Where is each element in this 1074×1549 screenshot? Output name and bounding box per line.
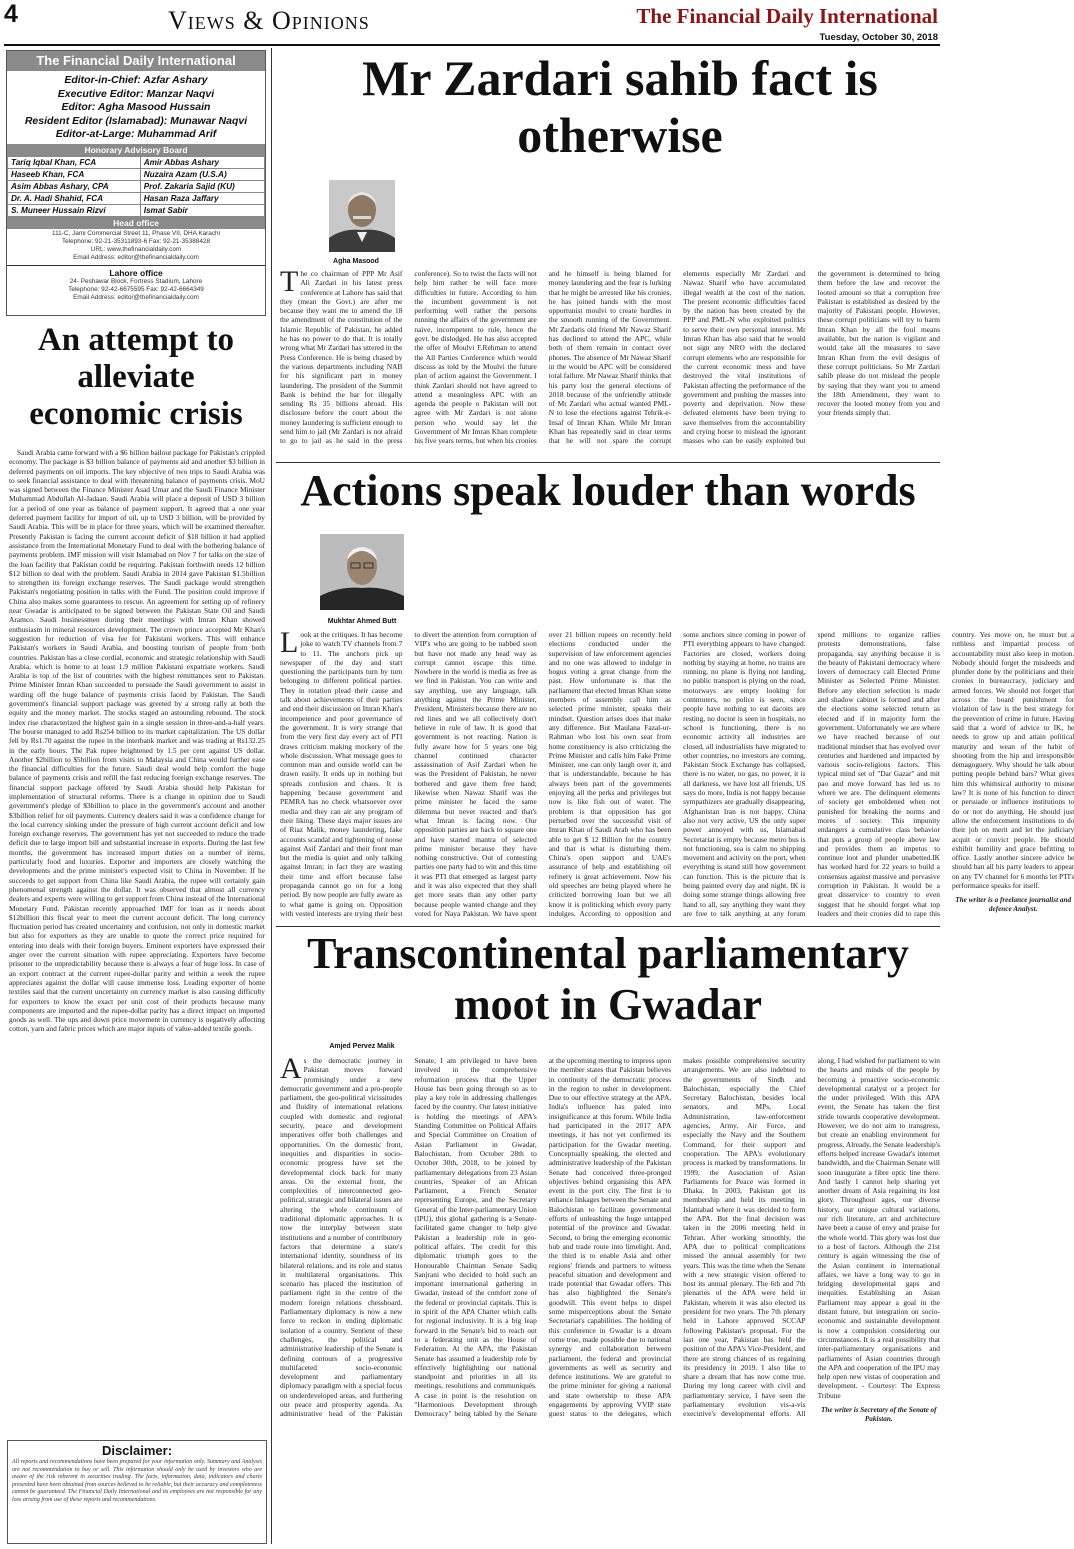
article3-headline: Transcontinental parliamentary moot in Gwadar	[307, 929, 909, 1029]
phone-line: Telephone: 92-21-35311893-6 Fax: 92-21-35388428	[61, 237, 211, 245]
dropcap: A	[280, 1052, 302, 1085]
advisory-row	[8, 168, 265, 180]
editor-in-chief: Editor-in-Chief: Azfar Ashary	[64, 74, 208, 86]
advisor-name: Haseeb Khan, FCA	[8, 168, 141, 180]
article2-author: Mukhtar Ahmed Butt	[327, 618, 397, 625]
resident-editor: Resident Editor (Islamabad): Munawar Naqvi	[24, 114, 248, 127]
editorial-headline: An attempt to alleviate economic crisis	[29, 322, 243, 432]
author-photo-mukhtar-ahmed-butt	[320, 534, 404, 610]
editor-list	[7, 71, 265, 142]
article2-credit: The writer is a freelance journalist and defence Analyst.	[955, 896, 1072, 914]
advisor-name: Prof. Zakaria Sajid (KU)	[140, 180, 264, 192]
address-line: 24- Peshawar Block, Fortress Stadium, Lahore	[69, 277, 203, 285]
advisor-name: Tariq Iqbal Khan, FCA	[8, 156, 141, 168]
email-line[interactable]: Email Address: editor@thefinancialdaily.com	[73, 293, 199, 301]
disclaimer-text: All reports and recommendations have been prepared for your information only. Summary and Analysis are not recommendation to buy or sell. This information should only be used by investors who are aware of the risk inherent in securities trading. The facts, information, data, indicators and charts presented have been obtained from sources believed to be reliable, but their accuracy and completeness cannot be guaranteed. The Financial Daily International and its employees are not responsible for any loss arising from use of these reports and recommendations.	[12, 1459, 262, 1503]
article2-body	[280, 626, 1074, 920]
section-title: Views & Opinions	[168, 6, 370, 35]
advisor-name: Dr. A. Hadi Shahid, FCA	[8, 192, 141, 204]
masthead-title: The Financial Daily International	[7, 51, 265, 71]
header-date: Tuesday, October 30, 2018	[819, 32, 938, 43]
article3-text	[280, 1052, 940, 1424]
article1-headline: Mr Zardari sahib fact is otherwise	[362, 50, 878, 163]
page-number: 4	[4, 0, 18, 28]
disclaimer-title: Disclaimer:	[101, 1443, 173, 1458]
article1-text	[280, 265, 940, 446]
article2-text	[280, 626, 1074, 920]
advisor-name: Asim Abbas Ashary, CPA	[8, 180, 141, 192]
article3-credit: The writer is Secretary of the Senate of Pakistan.	[820, 1405, 937, 1423]
phone-line: Telephone: 92-42-6675595 Fax: 92-42-6664349	[68, 285, 204, 293]
article3-body	[280, 1052, 940, 1544]
article2-headline: Actions speak louder than words	[300, 466, 916, 515]
url-line[interactable]: URL: www.thefinancialdaily.com	[90, 245, 182, 253]
head-office-title: Head office	[7, 217, 265, 229]
editor: Editor: Agha Masood Hussain	[61, 101, 211, 113]
advisory-board-table	[7, 156, 265, 217]
advisor-name: Hasan Raza Jaffary	[140, 192, 264, 204]
masthead-divider	[7, 265, 265, 266]
executive-editor: Executive Editor: Manzar Naqvi	[57, 87, 215, 100]
header-rule	[4, 44, 940, 46]
dropcap: L	[280, 626, 299, 659]
lahore-office-address	[7, 278, 265, 302]
article2-body-text: ook at the critiques. It has become joke to watch TV channels from 7 to 11. The anchors pick up newspaper of the day and start questioning the participants turn by turn belonging to different political parties. They in rotation plead their cause and talk about achievements of their parties and end their discussion on Imran Khan's incompetence and poor governance of the government. It is very strange that from the very first day every act of PTI draws criticism making mockery of the whole discussion. What message goes to common man and outside world can be drawn easily. It ends up in nothing but spreads confusion and chaos. It is happening because government and PEMRA has no check whatsoever over media and they can air any program of their liking. These days major issues are of Riaz Malik, money laundering, fake accounts scandal and tightening of noose against Asif Zardari and their front man but the media is quiet and only talking against Imran; in fact they are wasting their time and effort because false propaganda cannot go on for a long period. By now people are fully aware as to what game is going on. Opposition with vested interests are trying their best to divert the attention from corruption of VIP's who are going to be nabbed soon but have not made any head way as corrupt cannot escape this time. Nowhere in the world is media as free as we find in Pakistan. You can write and say anything, use any language, talk anything against the Prime Minister, President, Ministers because there are no red lines and we all collectively don't believe in rule of law. It is good that government is not reacting. Nation is fully aware how for 5 years one big channel continued character assassination of Asif Zardari when he was the President of Pakistan, he never bothered and gave them free hand; likewise when Nawaz Sharif was the prime minister he faced the same dilemma but never reacted and that's what Imran is facing now. Our opposition parties are back to square one and have started mantra of selected prime minister because they have nothing constructive. Out of contesting parties one party had to win and this time it was PTI that emerged as largest party and it was also expected that they shall get more seats than any other party because people wanted change and they voted for Naya Pakistan. We have spent over 21 billion rupees on recently held elections conducted under the supervision of law enforcement agencies and no one was allowed to indulge in bogus voting a great change from the past. How unfortunate is that the parliament that elected Imran Khan some members of assembly call him as selected prime minister, speaks their mindset. Question arises does that make any difference. But Maulana Fazal-ur-Rahman who lost his own seat from home constituency is also criticizing the Prime Minister and calls him Fake Prime Minister, one can only laugh over it, and that is understandable, because he has always been part of the governments enjoying all the perks and privileges but now is like fish out of water. The problem is that opposition has got perturbed over the successful visit of Imran Khan of Saudi Arab who has been able to get $ 12 Billion for the country and that is what is disturbing them. China's open support and UAE's assurance of help and establishing oil refinery is great achievement. Now his old speeches are being played where he criticized borrowing loan but we all know it is politicking which every party indulges. According to opposition and some anchors since coming in power of PTI everything appears to have changed. Factories are closed, workers doing nothing by staying at home, no trains are running, no plane is flying nor landing, no public transport is plying on the road, motorways are empty looking for commuters, no police is seen, since people have nothing to eat dacoits are resting, no doctor is seen in hospitals, no school is functioning, there is no economic activity all industries are closed, all industrialists have migrated to other countries, no investors are coming, Pakistan Stock Exchange has collapsed, there is no water, no gas, no power, it is all darkness, we have lost all friends, US says do more, India is not happy because sympathizers are gradually disappearing, Afghanistan Iran is not happy, China also not very active, US the only super power annoyed with us, Islamabad Secretariat is empty because metro bus is not functioning, sea is calm no shipping movement and activity on the port, when everything is stand still how government can function. This is the picture that is being painted every day and night. IK is doing some strange things allowing free hand to all, say anything they want they are free to talk anything at any forum spend millions to organize rallies protests demonstrations, false propaganda, say anything because it is the beauty of Pakistani democracy where lovers of democracy call Elected Prime Minister as Selected Prime Minister. Before any election selection is made and shadow cabinet is formed and after the elections some selected return as elected and if in majority form the government. Unfortunately we are where we have reached because of our traditional mindset that has evolved over centuries and hardened and impacted by various socio-religious factors. This typical mind set of "Dar Gazar" and mit pao and move forward has led us to where we are. The delinquent elements of society get emboldened when not punished for breaking the norms and mores of society. This impunity endangers a cumulative class behavior that puts a group of people above law and provides them an impetus to continue loot and plunder unabetted.IK has worked hard for 22 years to build a consensus against massive and pervasive corruption in Pakistan. It would be a great disservice to country to even suggest that he should forget what top leaders and their cronies did to rape this country. Yes move on, he must but a ruthless and impartial process of accountability must also keep in motion. Nobody should forget the misdeeds and plunder done by the politicians and their cronies in bureaucracy, judiciary and armed forces. We should not forget that across the board punishment for violation of law is the best strategy for the prevention of crime in future. Having said that a word of advice to IK, he needs to grow up and attain political maturity and wean of the habit of shooting from the hip and irresponsible demagoguery. Why should he talk about putting people behind bars? What gives him this whimsical authority to misuse law? It is none of his function to direct or persuade or influence institutions to do or not do anything. He should just allow the enforcement institutions to do their job on merit and let the judiciary acquit or convict people. He should exhibit humility and grace befitting to office. Lastly another sincere advice he should ban all his party leaders to appear on any TV channel for 6 months let PTI's performance speaks for itself.	[280, 630, 1074, 918]
advisory-row	[8, 156, 265, 168]
lahore-office-title: Lahore office	[109, 267, 163, 278]
head-office-address	[7, 229, 265, 262]
section-rule	[276, 926, 940, 927]
portrait-image	[320, 534, 404, 610]
disclaimer-box	[7, 1440, 267, 1544]
portrait-image	[329, 180, 395, 252]
article3-body-text: s the democratic journey in Pakistan moves forward promisingly under a new democratic government and a pro-people parliament, the geo-political vicissitudes and fluidity of international relations coupled with domestic and regional security, peace and development imperatives offer both challenges and opportunities. On the domestic front, inequities and disparities in socio-economic progress have set the developmental clock back for many areas. On the external front, the complexities of interconnected geo-political, strategic and bilateral issues are altering the whole continuum of traditional diplomatic approaches. It is now the interplay between state institutions and a number of contributory factors that determine a state's international identity, soundness of its bilateral relations, and its role and status in multilateral organisations. This scenario has placed the institution of parliament right in the centre of the modern foreign relations chessboard. Parliamentary diplomacy is now a new force to reckon in ending diplomatic isolation of a country. Sentient of these challenges, the political and administrative leadership of the Senate is defining contours of a progressive multifaceted socio-economic development and parliamentary diplomacy paradigm with a special focus on underdeveloped areas, and furthering our peace and prosperity agenda. As administrative head of the Pakistan Senate, I am privileged to have been involved in the comprehensive reformation process that the Upper House has been going through so as to play a key role in addressing challenges faced by the country. Our latest initiative is holding the meetings of APA's Standing Committee on Political Affairs and Special Committee on Creation of Asian Parliament in Gwadar, Balochistan, from October 28th to October 30th, 2018, to be joined by parliamentary delegations from 23 Asian countries, Speaker of an African Parliament, a French Senator representing Europe, and the Secretary General of the Inter-parliamentary Union (IPU), this global gathering is a Senate-facilitated game changer to help give Pakistan a leadership role in geo-political affairs. The credit for this diplomatic triumph goes to the Honourable Chairman Senate Sadiq Sanjrani who decided to hold such an important international gathering in Gwadar, instead of the comfort zone of the federal or provincial capitals. This is in spirit of the APA Charter which calls for regional inclusivity. It is a big leap forward in the Senate's bid to reach out to a federating unit as the House of Federation. At the APA, the Pakistan Senate has assumed a leadership role by effectively highlighting our national standpoint and priorities in all its meetings, resolutions and communiqués. A case in point is the resolution on "Harmonious Development through Democracy" being tabled by the Senate at the upcoming meeting to impress upon the member states that Pakistan believes in continuity of the democratic process in the region to usher in development. Due to our effective strategy at the APA, India's influence has paled into insignificance at this forum. While India had participated in the 2017 APA meetings, it has not yet confirmed its participation for the Gwadar meeting. Conceptually speaking, the elected and administrative leadership of the Pakistan Senate had conceived three-pronged objectives behind organising this APA event in the port city. The first is to enhance linkages between the Senate and Balochistan to facilitate governmental efforts of unleashing the huge untapped potential of the province and Gwadar. Second, to bring the emerging economic hub and trade route into limelight. And, the third is to enable Asia and other regions' friends and partners to witness peaceful situation and development and trade potential that Gwadar offers. This has also highlighted the Senate's goodwill. This event helps to dispel some misperceptions about the Senate Secretariat's capabilities. The holding of this conference in Gwadar is a dream come true, made possible due to national synergy and collaboration between parliament, the federal and provincial governments as well as security and defence institutions. We are grateful to the prime minister for giving a national and state ownership to these APA engagements by approving VVIP state guest status to the delegates, which makes possible comprehensive security arrangements. We are also indebted to the governments of Sindh and Balochistan, especially the Chief Secretary Balochistan, besides local senators, and MPs, Local Administration, law-enforcement agencies, Army, Air Force, and especially the Navy and the Southern Command, for their support and cooperation. The APA's evolutionary process is marked by transformations. In 1999, the Association of Asian Parliaments for Peace was formed in Dhaka. In 2003, Pakistan got its membership and held its meeting in Islamabad where it was decided to form the APA. But the final decision was taken in the 2006 meeting held in Tehran. After working smoothly, the APA due to political complications missed the annual assembly for two years. This was the time when the Senate with a new strategic vision offered to host its annual plenary. The 6th and 7th plenaries of the APA were held in Pakistan, wherein it was also elected its president for two years. The 7th plenary held in Lahore approved SCCAP following Pakistan's proposal. For the last one year, Pakistan has held the position of the APA's Vice-President, and there are strong chances of us regaining its presidency in 2019. I also like to share a dream that has now come true. During my long career with civil and parliamentary service, I have seen the parliamentary evolution vis-a-vis executive's developmental efforts. All along, I had wished for parliament to win the hearts and minds of the people by becoming a proactive socio-economic developmental catalyst or a project for the under privileged. With this APA event, the Senate has taken the first stride towards cooperative development. However, we do not aim to transgress, but create an enabling environment for progress. Already, the Senate leadership's efforts helped increase Gwadar's internet bandwidth, and the Chairman Senate will soon inaugurate a fibre optic line there. And lastly I cannot help sharing yet another dream of Asia regaining its lost glory. Throughout ages, our diverse history, our unique cultural variations, our rich literature, art and architecture have been a cause of envy and praise for the whole world. This glory was lost due to a host of factors. Although the 21st century is again witnessing the rise of the Asian continent in international affairs, we have a long way to go in bridging developmental gaps and inequities. Establishing an Asian Parliament may appear a goal in the distant future, but integration on socio-economic and sustainable development is now a compulsion considering our circumstances. It is a real possibility that inter-parliamentary organisations and parliaments of Asian countries through the APA and cooperation of the IPU may help open new vistas of cooperation and development. - Courtesy: The Express Tribune	[280, 1056, 940, 1419]
section-rule	[276, 462, 940, 463]
advisory-row	[8, 180, 265, 192]
advisory-board-title: Honorary Advisory Board	[7, 144, 265, 156]
address-line: 111-C, Jami Commercial Street 11, Phase VII, DHA Karachi	[52, 229, 220, 237]
article1-author: Agha Masood	[333, 258, 379, 265]
column-divider	[271, 48, 272, 1544]
advisor-name: S. Muneer Hussain Rizvi	[8, 204, 141, 216]
masthead-box	[6, 50, 266, 316]
email-line[interactable]: Email Address: editor@thefinancialdaily.com	[73, 253, 199, 261]
header-paper-name: The Financial Daily International	[636, 4, 938, 28]
advisory-row	[8, 204, 265, 216]
article3-author: Amjed Pervez Malik	[329, 1043, 395, 1050]
editor-at-large: Editor-at-Large: Muhammad Arif	[55, 128, 217, 140]
author-photo-agha-masood	[329, 180, 395, 252]
dropcap: T	[280, 265, 299, 298]
advisor-name: Nuzaira Azam (U.S.A)	[140, 168, 264, 180]
article1-body-text: he co chairman of PPP Mr Asif Ali Zardari in his latest press conference at Lahore has said that they (mean the Govt.) are after me because they want me to amend the 18 the amendment of the constitution of the Islamic Republic of Pakistan, he added he has no power to do that. It is totally wrong what Mr Zardari has uttered in the Press Conference. He is being chased by the various departments including NAB for his significant part in money laundering. The president of the Summit Bank is behind the bar for illegally sending Rs 35 billions abroad. His disclosure before the court about the money laundering is sufficient enough to send him to jail (Mr Zardari is not afraid to go to jail as he said in the press conference). So to twist the facts will not help him rather he will face more difficulties in future. According to him the incumbent government is not performing well rather the persons running the affairs of the government are naive, incompetent to rule, hence the govt. be dislodged. He has also accepted the offer of Moulvi F.Rehman to attend the All Parties Conference which would discuss as told by the Moulvi the future plan of action against the Government. I think Zardari should not have agreed to attend a meaningless APC with an agenda the people o Pakistan will not agree with Mr Zardari is not alone person who would say let the Government of Mr Imran Khan complete his five years terms, but when his cronies and he himself is being blamed for money laundering and the fear is lurking that he might be arrested like his cronies, he has joined hands with the most opportunist moulvi to create hurdles in the smooth running of the Government. Mr Zardaris old friend Mr Nawaz Sharif has declined to attend the APC, while both of them remain in contact over phones. The absence of Mr Nawaz Sharif in the would be APC will be considered total failure. Mr Nawaz Sharif thinks that his party lost the general elections of 2018 because of the unfriendly attitude of Mr Zardari who actual wanted PML-N to lose the elections against Tehrik-e-Insaf of Imran Khan. While Mr Imran Khan has repeatedly said in clear terms that he will not spare the corrupt elements especially Mr Zardari and Nawaz Sharif who have accumulated illegal wealth at the cost of the nation. The present economic difficulties faced by the nation has been created by the PPP and PML-N who exploited politics to serve their own personal interest. Mr Imran Khan has also said that he would not sign any NRO with the declared corrupt elements who are responsible for the current economic mess and have destroyed the vital institutions of Pakistan affecting the performance of the government and pushing the masses into poverty and deprivation. Now these defeated elements have been trying to save themselves from the accountability and crying horse to mislead the ignorant masses who can be easily exploited but the government is determined to bring them before the law and recover the looted amount so that a corruption free Pakistan is established as desired by the majority of Pakistani people. However, these corrupt politicians will try to harm Imran Khan by all the foul means available, but the nation is vigilant and would take all the measures to save Imran Khan from the evil designs of these corrupt politicians. So Mr Zardari sahib please do not mislead the people by saying that they want you to amend the 18th Amendment, they want to recover the looted money from you and your friends simply that.	[280, 269, 940, 446]
advisor-name: Ismat Sabir	[140, 204, 264, 216]
advisor-name: Amir Abbas Ashary	[140, 156, 264, 168]
editorial-text: Saudi Arabia came forward with a $6 billion bailout package for Pakistan's crippled economy. The package is $3 billion balance of payments aid and another $3 billion in deferred payments on oil imports. The key objective of two trips to Saudi Arabia was to seek financial assistance to deal with threatening balance of payments crisis. MoU was signed between the Finance Minister Asad Umar and the Saudi Finance Minister Muhammad Abdullah Al-Jadaan. Saudi Arabia will place a deposit of USD 3 billion for a period of one year as balance of payment support. It agreed that a one year deferred payment facility for import of oil, up to USD 3 billion, will be provided by Saudi Arabia. This will be in place for three years, which will be examined thereafter. Presently Pakistan is facing the current account deficit of $18 billion it had applied assistance from the International Monetary Fund to deal with the bothering balance of payments problem. IMF mission will visit Islamabad on Nov 7 for talks on the size of the loan facility that Pakistan could be requiring. Pakistan forthwith needs 12 billion $12 billion to deal with the problem. Saudi Arabia in 2014 gave Pakistan $1.5billion to strengthen its foreign exchange reserves. The Saudi package would strengthen Pakistan's negotiating position in talks with the Fund. The position could improve if China also makes some guarantees to rescue. An agreement for setting up of refinery near Gwadar is anticipated to be signed between the Pakistan State Oil and Saudi Aramco. Saudi businessmen during their meetings with Imran Khan showed enthusiasm in mineral resources development. The crown prince accepted Mr Khan's suggestion for reduction of visa fee for Pakistani workers. This will enhance Pakistan's workers in Saudi Arabia, and boosting tourism of people from both countries. Pakistan has a close cordial, economic and strategic relationship with Saudi Arabia, which is home to at least 1.9 million Pakistani expatriate workers. Saudi Arabia is top of the list of countries with the highest remittances sent to Pakistan. Prime Minister Imran Khan succeeded to persuade the Saudi government to assist in warding off the huge balance of payments crisis faced by Pakistan. The Saudi government's financial support package was greeted by a strong rally at both the equity and the money market. The stocks staged an astounding rebound. The stock index rise characterized the highest gain in a single session in three-and-a-half years. The bourse managed to add Rs254 billion to its market capitalization. The US dollar fell by Rs1.70 against the rupee in the interbank market and was trading at Rs132.25 in the early hours. The Pak rupee heightened by 1.5 per cent against US dollar. Another $2billion to $5billion from visits to Malaysia and China would further ease the financial difficulties for the future. Saudi deal would help comfort the huge balance of payments crisis and refill the fast reducing foreign exchange reserves. The financial support package offered by Saudi Arabia should help Pakistan for implementation of structural reforms. There is a change in opinion due to Saudi government's pledge of $3billion to place in the government's account and another $3billion relief for oil payments. Currency dealers said it was a confidence change for the local currency sinking under the pressure of high current account deficit and low foreign exchange reserves. The government has yet not succeeded to reduce the trade deficit due to large import bill and substantial increase in exports. During the last few months, the government has increased import duties on a number of items, particularly food and luxuries. Exporter and importers are closely watching the developments and the prime minister's expected visit to China in November. If he succeeds to get support from China like Saudi Arabia, the rupee will certainly gain phenomenal strength against the dollar. It was observed that almost all currency dealers and experts were willing to get support from China instead of the International Monetary Fund. Pakistan recently approached IMF for loan as it needs about $12billion this fiscal year to meet the current account deficit. The long currency fluctuation period has created uncertainty and confusion, not only in domestic market but also for exporters as they are unable to quote the correct price required for entering into deals with their foreign buyers. Eminent exporters have expressed their anger over the current situation with rupee appreciating. Exporters have become prisoner to the unpredictability because there is always a fear of huge loss. In case of an export contract at the current rupee-dollar parity and within a week the rupee appreciates against the dollar will cause immense loss. Leading exporter of home textiles said that the current uncertainty on currency market is also causing difficulty for exporters to know the exact per unit cost of their products because many components are imported and the rupee-dollar parity has a direct impact on imported goods as well. The ups and down price movement in currency is negatively affecting cotton, yarn and fabric prices which are major inputs of value-added textile goods.	[9, 448, 265, 1034]
article1-body	[280, 265, 940, 457]
editorial-body	[9, 448, 265, 1438]
advisory-row	[8, 192, 265, 204]
